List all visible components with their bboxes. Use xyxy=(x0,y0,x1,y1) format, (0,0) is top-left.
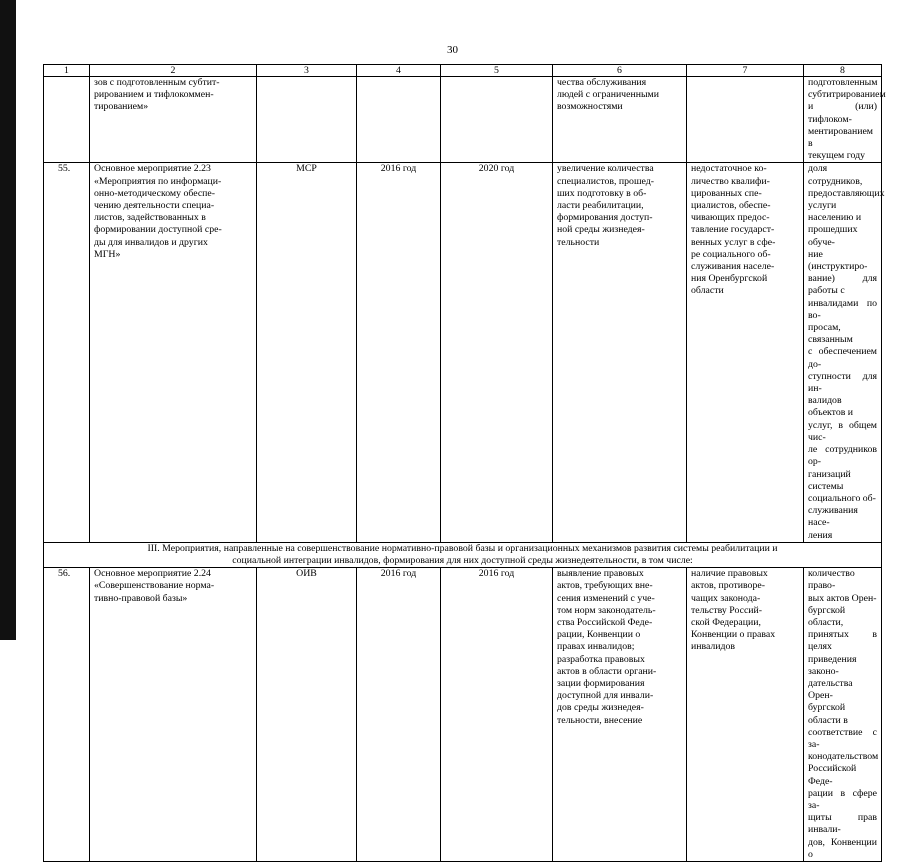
table-row xyxy=(44,77,882,163)
expected-result: чества обслуживания людей с ограниченными возможностями xyxy=(553,77,687,163)
executor: МСР xyxy=(257,163,357,542)
section-heading: III. Мероприятия, направленные на совершенствование нормативно-правовой базы и организационных механизмов развития системы реабилитации и социальной интеграции инвалидов, формирования для них доступной среды жизнедеятельности, в том числе: xyxy=(44,542,882,567)
indicator: подготовленным субтитрированием и (или) тифлоком- ментированием в текущем году xyxy=(804,77,882,163)
measure-name: Основное мероприятие 2.23 «Мероприятия по информаци- онно-методическому обеспе- чению деятельности специа- листов, задействованных в формировании доступной сре- ды для инвалидов и других МГН» xyxy=(90,163,257,542)
column-number: 7 xyxy=(687,65,804,77)
table-row xyxy=(44,163,882,542)
start-year: 2016 год xyxy=(357,568,441,862)
column-number: 8 xyxy=(804,65,882,77)
consequences xyxy=(687,77,804,163)
executor: ОИВ xyxy=(257,568,357,862)
executor xyxy=(257,77,357,163)
page-number: 30 xyxy=(447,44,458,56)
table-row xyxy=(44,568,882,862)
consequences: недостаточное ко- личество квалифи- цированных спе- циалистов, обеспе- чивающих предос- тавление государст- венных услуг в сфе- ре социального об- служивания населе- ния Оренбургской области xyxy=(687,163,804,542)
expected-result: увеличение количества специалистов, прошед- ших подготовку в об- ласти реабилитации, формирования доступ- ной среды жизнедея- тельности xyxy=(553,163,687,542)
measure-name: Основное мероприятие 2.24 «Совершенствование норма- тивно-правовой базы» xyxy=(90,568,257,862)
start-year xyxy=(357,77,441,163)
column-number-row xyxy=(44,65,882,77)
end-year: 2016 год xyxy=(441,568,553,862)
consequences: наличие правовых актов, противоре- чащих законода- тельству Россий- ской Федерации, Конвенции о правах инвалидов xyxy=(687,568,804,862)
column-number: 1 xyxy=(44,65,90,77)
column-number: 6 xyxy=(553,65,687,77)
row-number: 55. xyxy=(44,163,90,542)
section-heading-row xyxy=(44,542,882,567)
column-number: 4 xyxy=(357,65,441,77)
column-number: 5 xyxy=(441,65,553,77)
end-year xyxy=(441,77,553,163)
measures-table xyxy=(43,64,886,862)
indicator: количество право- вых актов Орен- бургской области, принятых в целях приведения законо- дательства Орен- бургской области в соответствие с за- конодательством Российской Феде- рации в сфере за- щиты прав инвали- дов, Конвенции о xyxy=(804,568,882,862)
column-number: 3 xyxy=(257,65,357,77)
expected-result: выявление правовых актов, требующих вне- сения изменений с уче- том норм законодатель- ства Российской Феде- рации, Конвенции о правах инвалидов; разработка правовых актов в области органи- зации формирования доступной для инвали- дов среды жизнедея- тельности, внесение xyxy=(553,568,687,862)
measure-name: зов с подготовленным субтит- рированием и тифлокоммен- тированием» xyxy=(90,77,257,163)
end-year: 2020 год xyxy=(441,163,553,542)
row-number: 56. xyxy=(44,568,90,862)
indicator: доля сотрудников, предоставляющих услуги населению и прошедших обуче- ние (инструктиро- вание) для работы с инвалидами по во- просам, связанным с обеспечением до- ступности для ин- валидов объектов и услуг, в общем чис- ле сотрудников ор- ганизаций системы социального об- служивания насе- ления xyxy=(804,163,882,542)
start-year: 2016 год xyxy=(357,163,441,542)
scan-edge xyxy=(0,0,16,640)
row-number xyxy=(44,77,90,163)
column-number: 2 xyxy=(90,65,257,77)
